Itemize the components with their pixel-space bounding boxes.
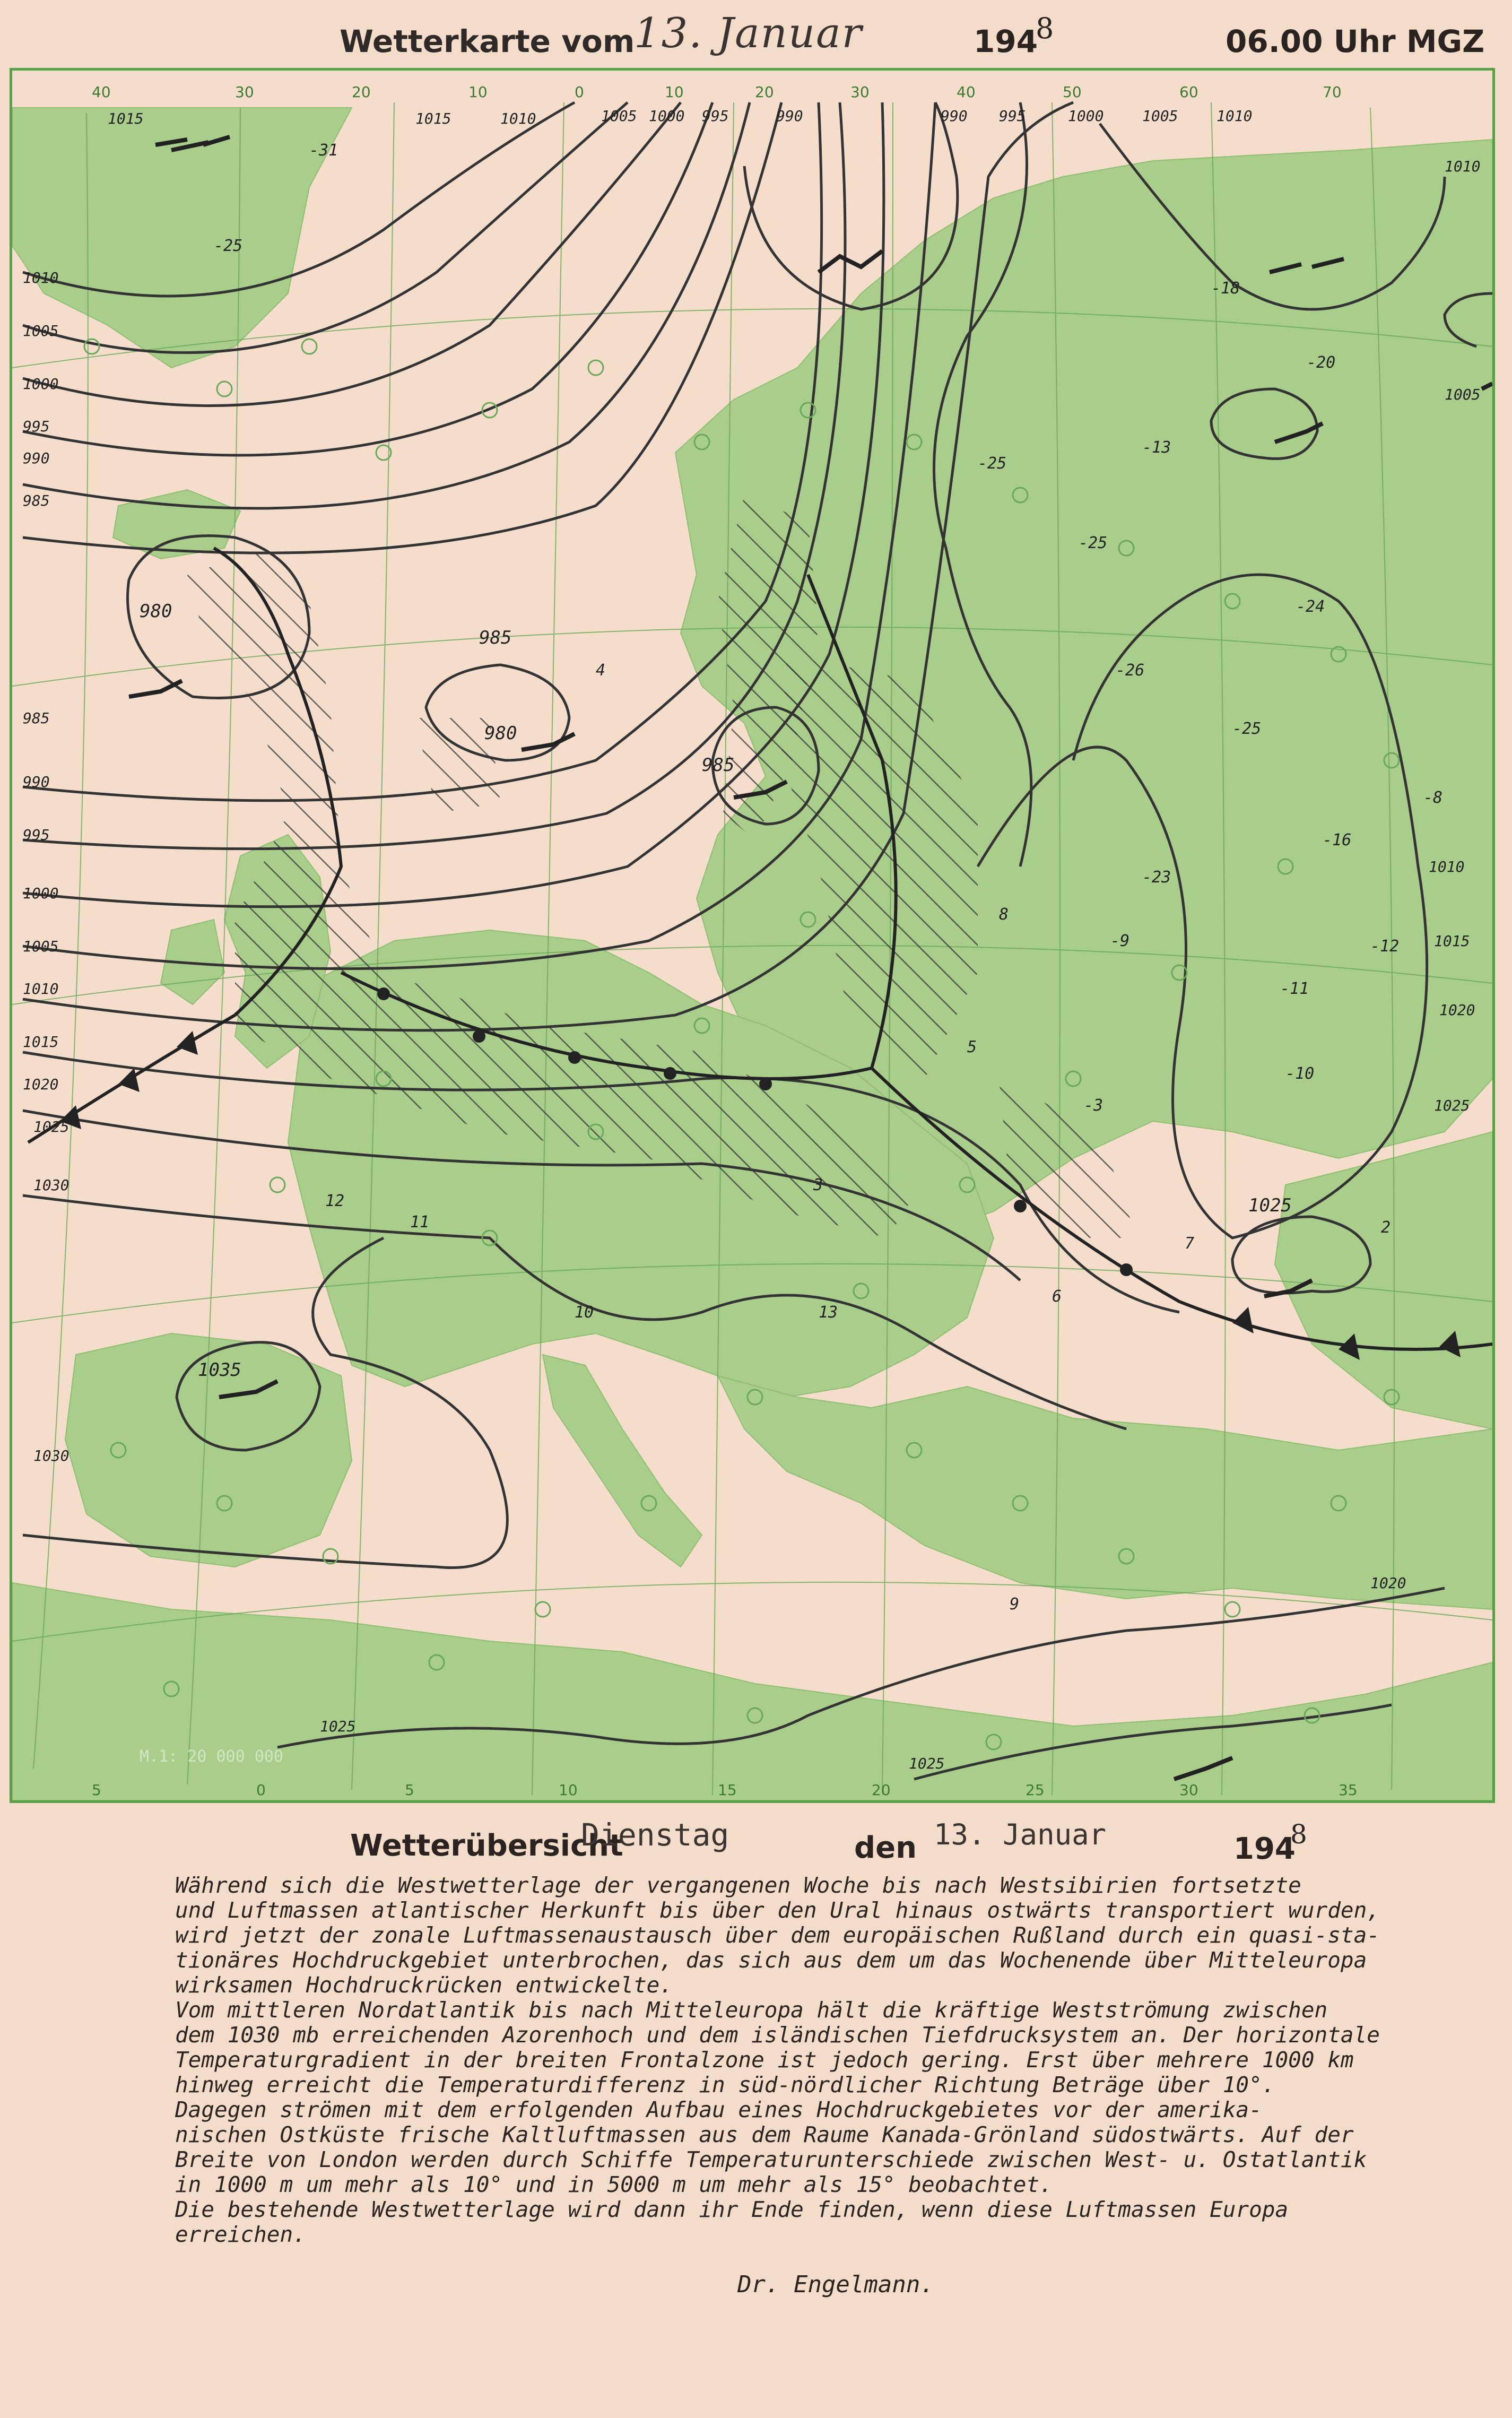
weather-summary bbox=[0, 1809, 1512, 2418]
isobar-label: 1005 bbox=[23, 938, 59, 955]
summary-den: den bbox=[854, 1831, 917, 1865]
temp-value: 3 bbox=[813, 1176, 823, 1194]
lon-label: 40 bbox=[957, 83, 976, 101]
isobar-label: 990 bbox=[941, 107, 968, 125]
summary-year-suffix: 8 bbox=[1290, 1819, 1307, 1850]
isobar-label: 1015 bbox=[415, 110, 451, 127]
lon-label: 5 bbox=[405, 1781, 414, 1799]
isobar-label: 1020 bbox=[23, 1076, 59, 1093]
temp-value: 11 bbox=[410, 1213, 430, 1232]
isobar-label: 985 bbox=[23, 492, 50, 509]
isobar-label: 1005 bbox=[1445, 386, 1481, 403]
map-title: Wetterkarte vom bbox=[340, 23, 635, 59]
summary-line: Breite von London werden durch Schiffe Temperaturunterschiede zwischen West- u. Ostatlantik bbox=[175, 2147, 1367, 2172]
isobar-label: 990 bbox=[776, 107, 803, 125]
isobar-label: 995 bbox=[23, 826, 50, 844]
isobar-label: 1025 bbox=[320, 1718, 356, 1735]
temp-value: -25 bbox=[1079, 534, 1108, 552]
temp-value: -18 bbox=[1211, 279, 1240, 298]
lon-label: 70 bbox=[1323, 83, 1342, 101]
isobar-label: 1000 bbox=[1068, 107, 1104, 125]
isobar-label: 1030 bbox=[33, 1176, 69, 1194]
summary-line: Vom mittleren Nordatlantik bis nach Mitteleuropa hält die kräftige Westströmung zwischen bbox=[175, 1997, 1328, 2023]
temp-value: -13 bbox=[1142, 438, 1171, 457]
isobar-label: 995 bbox=[702, 107, 729, 125]
center-label-1035: 1035 bbox=[198, 1359, 241, 1381]
lon-label: 10 bbox=[665, 83, 684, 101]
map-canvas bbox=[12, 71, 1492, 1800]
temp-value: -24 bbox=[1296, 597, 1325, 616]
isobar-label: 1010 bbox=[1216, 107, 1253, 125]
temp-value: -25 bbox=[1232, 720, 1262, 738]
lon-label: 5 bbox=[92, 1781, 101, 1799]
isobar-label: 995 bbox=[23, 418, 50, 435]
temp-value: -12 bbox=[1370, 937, 1400, 956]
temp-value: -23 bbox=[1142, 868, 1171, 887]
isobar-label: 1005 bbox=[23, 322, 59, 340]
isobar-label: 1005 bbox=[601, 107, 637, 125]
summary-line: Die bestehende Westwetterlage wird dann ihr Ende finden, wenn diese Luftmassen Europa bbox=[175, 2197, 1289, 2222]
lon-label: 10 bbox=[468, 83, 488, 101]
center-label-985: 985 bbox=[479, 627, 512, 648]
lon-label: 30 bbox=[850, 83, 870, 101]
map-date: 13. Januar bbox=[634, 10, 863, 57]
summary-title: Wetterübersicht bbox=[350, 1828, 623, 1863]
map-time: 06.00 Uhr MGZ bbox=[1226, 23, 1485, 59]
temp-value: 10 bbox=[575, 1303, 594, 1322]
center-label-980b: 980 bbox=[484, 723, 517, 744]
temp-value: 7 bbox=[1185, 1234, 1195, 1253]
summary-date: 13. Januar bbox=[934, 1818, 1107, 1851]
isobar-label: 1000 bbox=[23, 885, 59, 902]
isobar-label: 1025 bbox=[33, 1118, 69, 1136]
temp-value: 8 bbox=[999, 905, 1009, 924]
isobar-label: 990 bbox=[23, 773, 50, 791]
synoptic-map bbox=[10, 68, 1495, 1803]
map-year-suffix: 8 bbox=[1036, 12, 1054, 45]
temp-value: -10 bbox=[1285, 1064, 1315, 1083]
isobar-label: 1020 bbox=[1370, 1574, 1406, 1592]
summary-line: hinweg erreicht die Temperaturdifferenz in süd-nördlicher Richtung Beträge über 10°. bbox=[175, 2072, 1275, 2098]
summary-line: dem 1030 mb erreichenden Azorenhoch und dem isländischen Tiefdrucksystem an. Der horizontale bbox=[175, 2022, 1380, 2048]
isobar-label: 1010 bbox=[23, 269, 59, 287]
lon-label: 30 bbox=[1179, 1781, 1198, 1799]
summary-line: nischen Ostküste frische Kaltluftmassen aus dem Raume Kanada-Grönland südostwärts. Auf der bbox=[175, 2122, 1354, 2147]
temp-value: -20 bbox=[1307, 353, 1336, 372]
isobar-label: 985 bbox=[23, 709, 50, 727]
isobar-label: 1015 bbox=[1434, 932, 1470, 950]
map-scale: M.1: 20 000 000 bbox=[140, 1747, 283, 1766]
temp-value: 9 bbox=[1010, 1595, 1020, 1614]
summary-line: Dagegen strömen mit dem erfolgenden Aufbau eines Hochdruckgebietes vor der amerika- bbox=[175, 2097, 1262, 2122]
summary-line: in 1000 m um mehr als 10° und in 5000 m um mehr als 15° beobachtet. bbox=[175, 2172, 1053, 2197]
temp-value: -9 bbox=[1110, 932, 1130, 950]
summary-line: tionäres Hochdruckgebiet unterbrochen, das sich aus dem um das Wochenende über Mitteleuropa bbox=[175, 1947, 1367, 1973]
summary-day: Dienstag bbox=[581, 1817, 729, 1853]
lon-label: 35 bbox=[1339, 1781, 1358, 1799]
isobar-label: 1030 bbox=[33, 1447, 69, 1464]
summary-line: und Luftmassen atlantischer Herkunft bis über den Ural hinaus ostwärts transportiert wurden, bbox=[175, 1897, 1380, 1923]
map-header bbox=[0, 0, 1512, 74]
lon-label: 0 bbox=[256, 1781, 266, 1799]
summary-body bbox=[175, 1873, 1464, 2247]
lon-label: 25 bbox=[1026, 1781, 1045, 1799]
isobar-label: 1015 bbox=[23, 1033, 59, 1051]
temp-value: 4 bbox=[596, 661, 606, 680]
summary-line: erreichen. bbox=[175, 2222, 306, 2247]
temp-value: -16 bbox=[1323, 831, 1352, 850]
lon-label: 20 bbox=[872, 1781, 891, 1799]
temp-value: 13 bbox=[819, 1303, 838, 1322]
isobar-label: 995 bbox=[999, 107, 1026, 125]
isobar-label: 1010 bbox=[1445, 158, 1481, 175]
lon-label: 20 bbox=[352, 83, 371, 101]
temp-value: -25 bbox=[978, 454, 1007, 473]
temp-value: -26 bbox=[1116, 661, 1145, 680]
isobar-label: 1025 bbox=[1434, 1097, 1470, 1114]
center-label-985b: 985 bbox=[702, 755, 735, 776]
isobar-label: 1005 bbox=[1142, 107, 1178, 125]
isobar-label: 1020 bbox=[1439, 1001, 1475, 1019]
lon-label: 50 bbox=[1063, 83, 1082, 101]
lon-label: 15 bbox=[718, 1781, 737, 1799]
isobar-label: 1025 bbox=[909, 1755, 945, 1772]
summary-line: wird jetzt der zonale Luftmassenaustausch über dem europäischen Rußland durch ein quasi-sta- bbox=[175, 1922, 1380, 1948]
lon-label: 60 bbox=[1179, 83, 1198, 101]
summary-author: Dr. Engelmann. bbox=[737, 2271, 934, 2298]
center-label-1025: 1025 bbox=[1248, 1195, 1292, 1216]
temp-value: -8 bbox=[1423, 788, 1443, 807]
isobar-label: 1000 bbox=[649, 107, 685, 125]
summary-line: wirksamen Hochdruckrücken entwickelte. bbox=[175, 1972, 673, 1998]
lon-label: 40 bbox=[92, 83, 111, 101]
temp-value: -3 bbox=[1084, 1096, 1103, 1115]
temp-value: -11 bbox=[1280, 980, 1309, 998]
temp-value: 6 bbox=[1052, 1287, 1062, 1306]
isobar-label: 1010 bbox=[23, 980, 59, 998]
lon-label: 30 bbox=[235, 83, 254, 101]
summary-year-prefix: 194 bbox=[1233, 1832, 1296, 1866]
isobar-label: 1010 bbox=[500, 110, 536, 127]
summary-line: Temperaturgradient in der breiten Frontalzone ist jedoch gering. Erst über mehrere 1000 km bbox=[175, 2047, 1354, 2073]
temp-value: 2 bbox=[1381, 1218, 1391, 1237]
isobar-label: 1015 bbox=[108, 110, 144, 127]
isobar-label: 1000 bbox=[23, 375, 59, 393]
lon-label: 20 bbox=[755, 83, 774, 101]
isobar-label: 1010 bbox=[1429, 858, 1465, 876]
lon-label: 0 bbox=[575, 83, 584, 101]
temp-value: 5 bbox=[967, 1038, 977, 1056]
temp-value: -31 bbox=[309, 141, 338, 160]
isobar-label: 990 bbox=[23, 449, 50, 467]
temp-value: -25 bbox=[214, 237, 243, 255]
temp-value: 12 bbox=[325, 1192, 345, 1210]
map-year-prefix: 194 bbox=[974, 23, 1038, 59]
summary-line: Während sich die Westwetterlage der vergangenen Woche bis nach Westsibirien fortsetzte bbox=[175, 1873, 1301, 1898]
lon-label: 10 bbox=[559, 1781, 578, 1799]
center-label-980: 980 bbox=[140, 601, 172, 622]
